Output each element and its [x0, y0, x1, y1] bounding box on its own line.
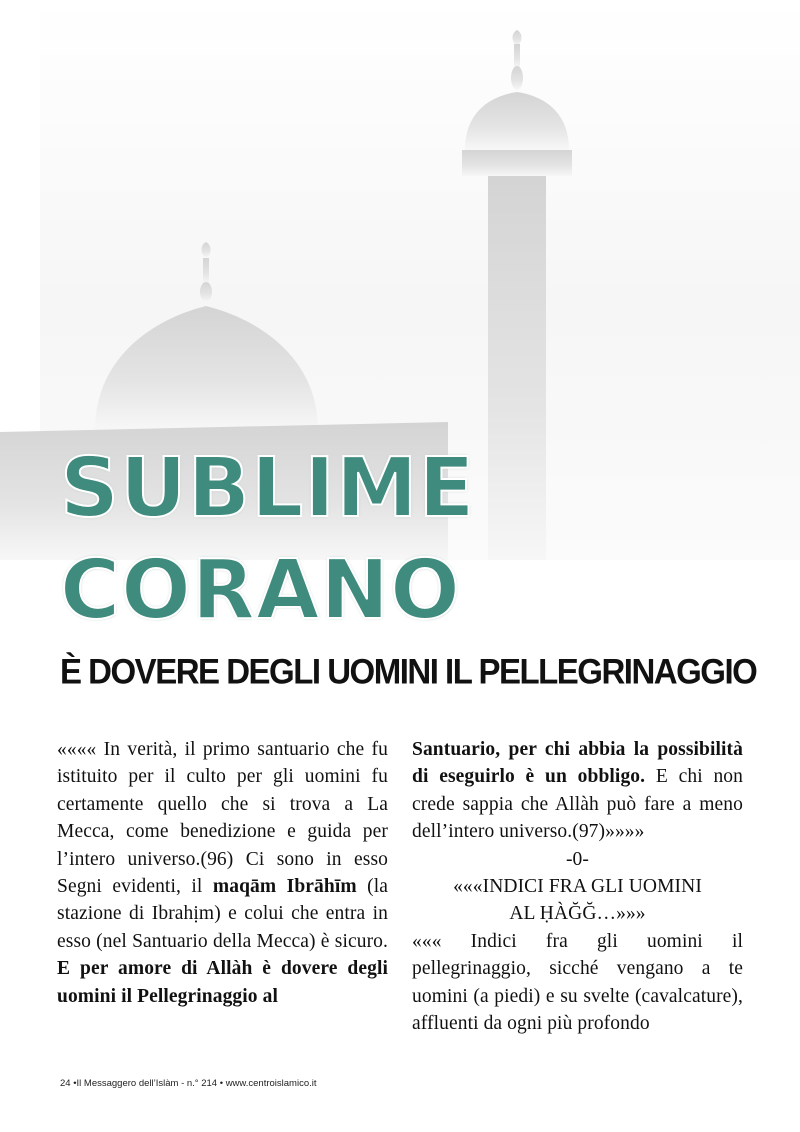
section-heading-line1: «««INDICI FRA GLI UOMINI [453, 876, 702, 898]
left-text-column [57, 736, 388, 1010]
right-text-column [412, 736, 743, 1037]
article-title-line2: CORANO [60, 543, 461, 638]
left-paragraph [57, 736, 388, 1010]
article-title-line1: SUBLIME [60, 441, 476, 536]
left-text-2: (la stazione di Ibrahịm) e colui che entra in esso (nel Santuario della Mecca) è sicuro. [57, 876, 389, 952]
right-paragraph-1 [412, 736, 743, 846]
article-subtitle: È DOVERE DEGLI UOMINI IL PELLEGRINAGGIO [60, 651, 757, 691]
page-footer: 24 •Il Messaggero dell’Islàm - n.° 214 • www.centroislamico.it [60, 1078, 317, 1089]
section-heading-line2: AL ḤÀĞĞ…»»» [509, 903, 646, 925]
left-bold-2: E per amore di Allàh è dovere degli uomini il Pellegrinaggio al [57, 958, 388, 1007]
left-text-1: «««« In verità, il primo santuario che fu istituito per il culto per gli uomini fu certamente quello che si trova a La Mecca, come benedizione e guida per l’intero universo.(96) Ci sono in esso Segni evidenti, il [57, 739, 388, 898]
right-bold-1: Santuario, per chi abbia la possibilità di eseguirlo è un obbligo. [412, 739, 743, 788]
right-paragraph-2: ««« Indici fra gli uomini il pellegrinaggio, sicché vengano a te uomini (a piedi) e su svelte (cavalcature), affluenti da ogni più profondo [412, 930, 743, 1035]
left-bold-1: maqām Ibrāhīm [212, 876, 357, 898]
right-text-1: E chi non crede sappia che Allàh può fare a meno dell’intero universo.(97)»»»» [412, 766, 744, 843]
section-separator: -0- [565, 848, 590, 870]
